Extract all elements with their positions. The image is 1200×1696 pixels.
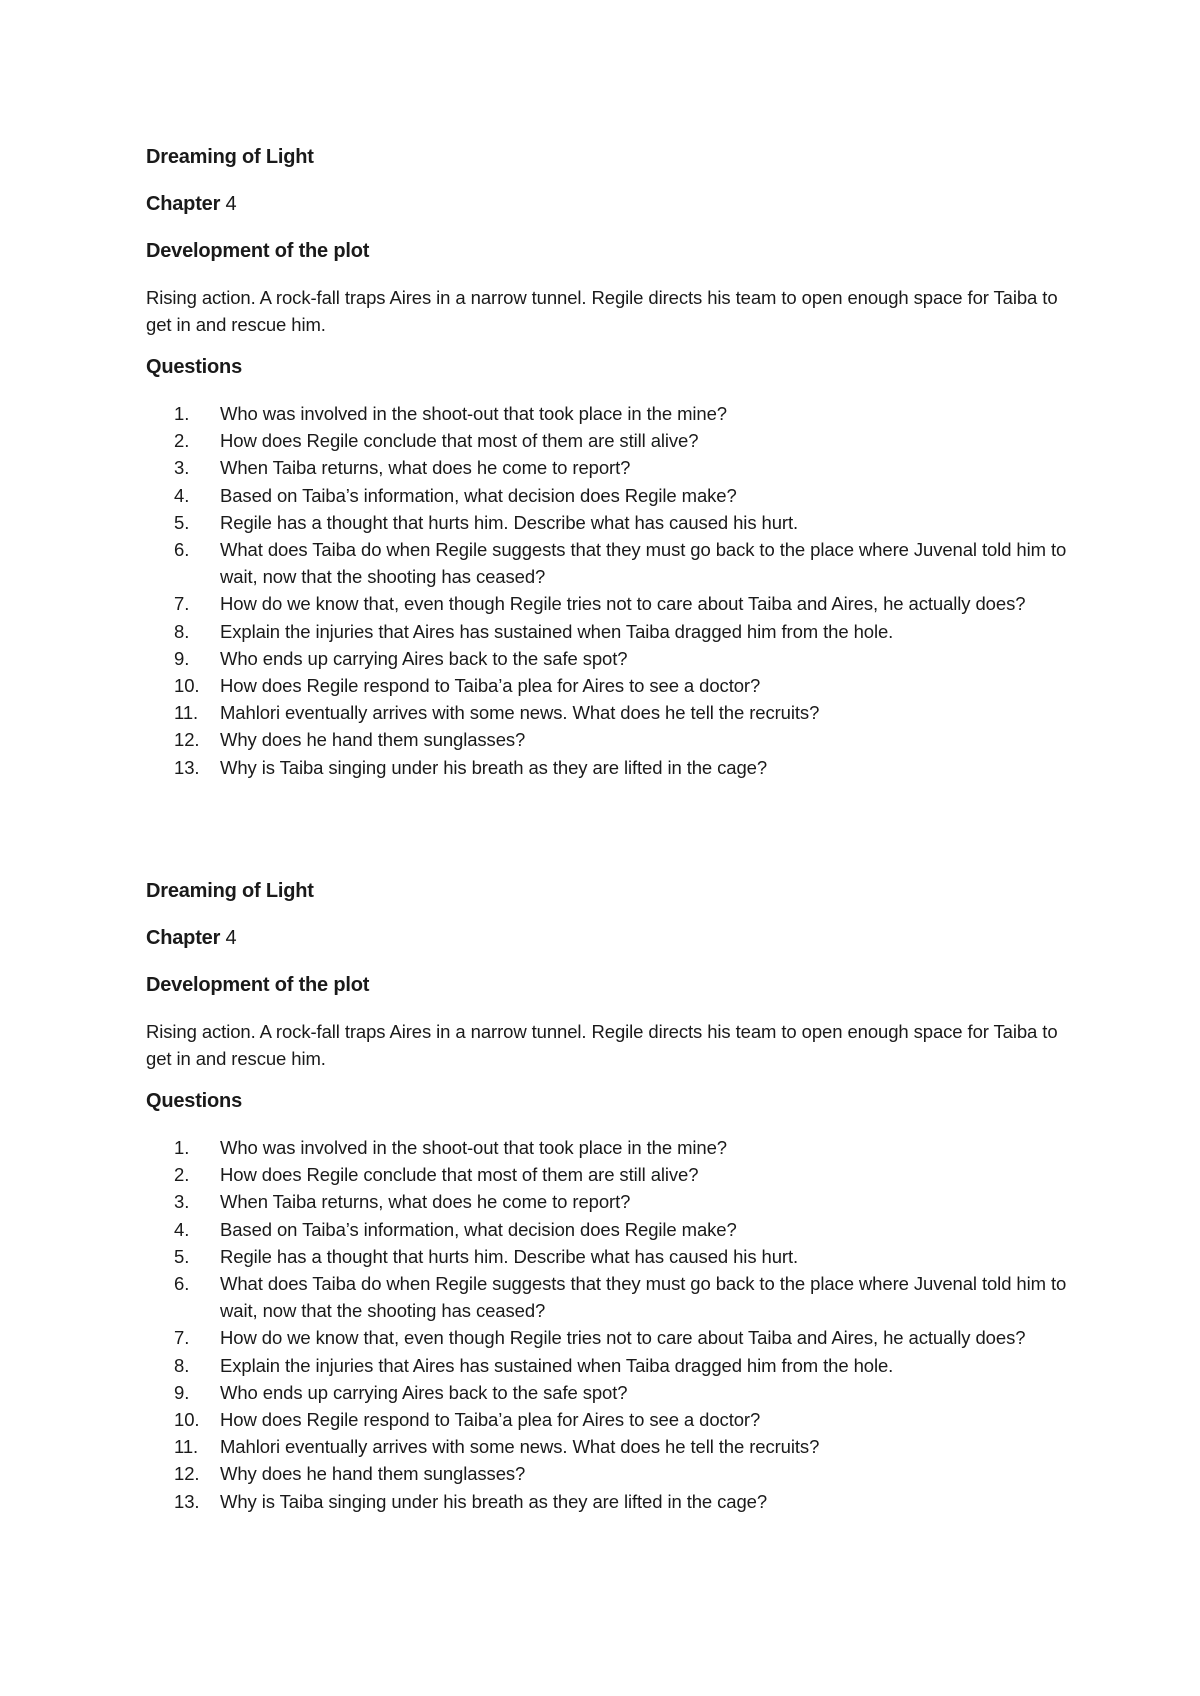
question-number: 13. bbox=[174, 1490, 200, 1512]
question-item bbox=[146, 1134, 1076, 1161]
question-item bbox=[146, 1161, 1076, 1188]
question-text: How does Regile conclude that most of them are still alive? bbox=[220, 1164, 699, 1186]
question-number: 2. bbox=[174, 1164, 190, 1186]
question-item bbox=[146, 482, 1076, 509]
question-number: 12. bbox=[174, 1463, 200, 1485]
question-text: When Taiba returns, what does he come to report? bbox=[220, 1191, 631, 1213]
question-number: 10. bbox=[174, 1409, 200, 1431]
chapter-number: 4 bbox=[225, 193, 237, 215]
question-text: Regile has a thought that hurts him. Describe what has caused his hurt. bbox=[220, 1245, 799, 1267]
question-text: Mahlori eventually arrives with some news. What does he tell the recruits? bbox=[220, 702, 820, 724]
question-item bbox=[146, 726, 1076, 753]
question-item bbox=[146, 1379, 1076, 1406]
question-text: What does Taiba do when Regile suggests that they must go back to the place where Juvenal told him to wait, now that the shooting has ceased? bbox=[220, 539, 1067, 588]
question-number: 8. bbox=[174, 620, 190, 642]
question-number: 1. bbox=[174, 1137, 190, 1158]
question-item bbox=[146, 1216, 1076, 1243]
question-item bbox=[146, 1352, 1076, 1379]
question-text: Why does he hand them sunglasses? bbox=[220, 1463, 526, 1485]
question-text: Regile has a thought that hurts him. Describe what has caused his hurt. bbox=[220, 511, 799, 533]
plot-summary: Rising action. A rock-fall traps Aires in a narrow tunnel. Regile directs his team to open enough space for Taiba to get in and rescue him. bbox=[146, 287, 1058, 335]
question-text: Why does he hand them sunglasses? bbox=[220, 729, 526, 751]
plot-heading: Development of the plot bbox=[146, 974, 370, 996]
question-item bbox=[146, 1324, 1076, 1351]
question-text: What does Taiba do when Regile suggests that they must go back to the place where Juvenal told him to wait, now that the shooting has ceased? bbox=[220, 1273, 1067, 1322]
question-number: 11. bbox=[174, 1436, 199, 1458]
question-item bbox=[146, 699, 1076, 726]
question-item bbox=[146, 1488, 1076, 1515]
question-item bbox=[146, 1243, 1076, 1270]
question-text: Explain the injuries that Aires has sustained when Taiba dragged him from the hole. bbox=[220, 1354, 894, 1376]
question-number: 13. bbox=[174, 756, 200, 778]
question-number: 9. bbox=[174, 647, 190, 669]
question-text: When Taiba returns, what does he come to report? bbox=[220, 457, 631, 479]
question-item bbox=[146, 1188, 1076, 1215]
plot-heading: Development of the plot bbox=[146, 240, 370, 262]
question-item bbox=[146, 454, 1076, 481]
question-item bbox=[146, 1406, 1076, 1433]
document-title: Dreaming of Light bbox=[146, 880, 314, 902]
plot-summary: Rising action. A rock-fall traps Aires in a narrow tunnel. Regile directs his team to open enough space for Taiba to get in and rescue him. bbox=[146, 1021, 1058, 1069]
question-number: 6. bbox=[174, 1273, 190, 1295]
question-text: How do we know that, even though Regile tries not to care about Taiba and Aires, he actually does? bbox=[220, 593, 1026, 615]
question-item bbox=[146, 645, 1076, 672]
question-number: 5. bbox=[174, 1245, 190, 1267]
question-text: Who was involved in the shoot-out that took place in the mine? bbox=[220, 1137, 727, 1158]
question-text: How do we know that, even though Regile tries not to care about Taiba and Aires, he actually does? bbox=[220, 1327, 1026, 1349]
question-text: Who was involved in the shoot-out that took place in the mine? bbox=[220, 403, 727, 424]
question-text: How does Regile conclude that most of them are still alive? bbox=[220, 430, 699, 452]
question-number: 4. bbox=[174, 484, 190, 506]
question-number: 4. bbox=[174, 1218, 190, 1240]
question-item bbox=[146, 536, 1076, 590]
worksheet-section-1 bbox=[146, 144, 1076, 781]
chapter-label: Chapter bbox=[146, 193, 221, 215]
question-text: How does Regile respond to Taiba’a plea for Aires to see a doctor? bbox=[220, 675, 761, 697]
question-number: 5. bbox=[174, 511, 190, 533]
question-item bbox=[146, 1270, 1076, 1324]
question-item bbox=[146, 400, 1076, 427]
chapter-label: Chapter bbox=[146, 927, 221, 949]
question-number: 12. bbox=[174, 729, 200, 751]
question-item bbox=[146, 754, 1076, 781]
worksheet-section-2 bbox=[146, 878, 1076, 1515]
question-number: 7. bbox=[174, 1327, 190, 1349]
question-number: 6. bbox=[174, 539, 190, 561]
questions-list bbox=[146, 1134, 1076, 1515]
question-text: Who ends up carrying Aires back to the safe spot? bbox=[220, 1381, 628, 1403]
chapter-line bbox=[146, 925, 1076, 951]
chapter-number: 4 bbox=[225, 927, 237, 949]
question-number: 10. bbox=[174, 675, 200, 697]
question-text: Who ends up carrying Aires back to the safe spot? bbox=[220, 647, 628, 669]
questions-list bbox=[146, 400, 1076, 781]
questions-heading: Questions bbox=[146, 1090, 242, 1112]
question-number: 7. bbox=[174, 593, 190, 615]
question-text: Explain the injuries that Aires has sustained when Taiba dragged him from the hole. bbox=[220, 620, 894, 642]
question-text: Mahlori eventually arrives with some news. What does he tell the recruits? bbox=[220, 1436, 820, 1458]
question-text: How does Regile respond to Taiba’a plea for Aires to see a doctor? bbox=[220, 1409, 761, 1431]
document-title: Dreaming of Light bbox=[146, 146, 314, 168]
question-item bbox=[146, 618, 1076, 645]
chapter-line bbox=[146, 191, 1076, 217]
question-item bbox=[146, 1433, 1076, 1460]
question-number: 8. bbox=[174, 1354, 190, 1376]
question-item bbox=[146, 672, 1076, 699]
question-number: 1. bbox=[174, 403, 190, 424]
question-number: 3. bbox=[174, 457, 190, 479]
question-text: Why is Taiba singing under his breath as they are lifted in the cage? bbox=[220, 756, 768, 778]
question-text: Why is Taiba singing under his breath as they are lifted in the cage? bbox=[220, 1490, 768, 1512]
question-item bbox=[146, 1460, 1076, 1487]
question-item bbox=[146, 427, 1076, 454]
question-number: 2. bbox=[174, 430, 190, 452]
question-item bbox=[146, 590, 1076, 617]
question-number: 9. bbox=[174, 1381, 190, 1403]
question-text: Based on Taiba’s information, what decision does Regile make? bbox=[220, 1218, 737, 1240]
question-item bbox=[146, 509, 1076, 536]
question-text: Based on Taiba’s information, what decision does Regile make? bbox=[220, 484, 737, 506]
question-number: 11. bbox=[174, 702, 199, 724]
question-number: 3. bbox=[174, 1191, 190, 1213]
questions-heading: Questions bbox=[146, 356, 242, 378]
